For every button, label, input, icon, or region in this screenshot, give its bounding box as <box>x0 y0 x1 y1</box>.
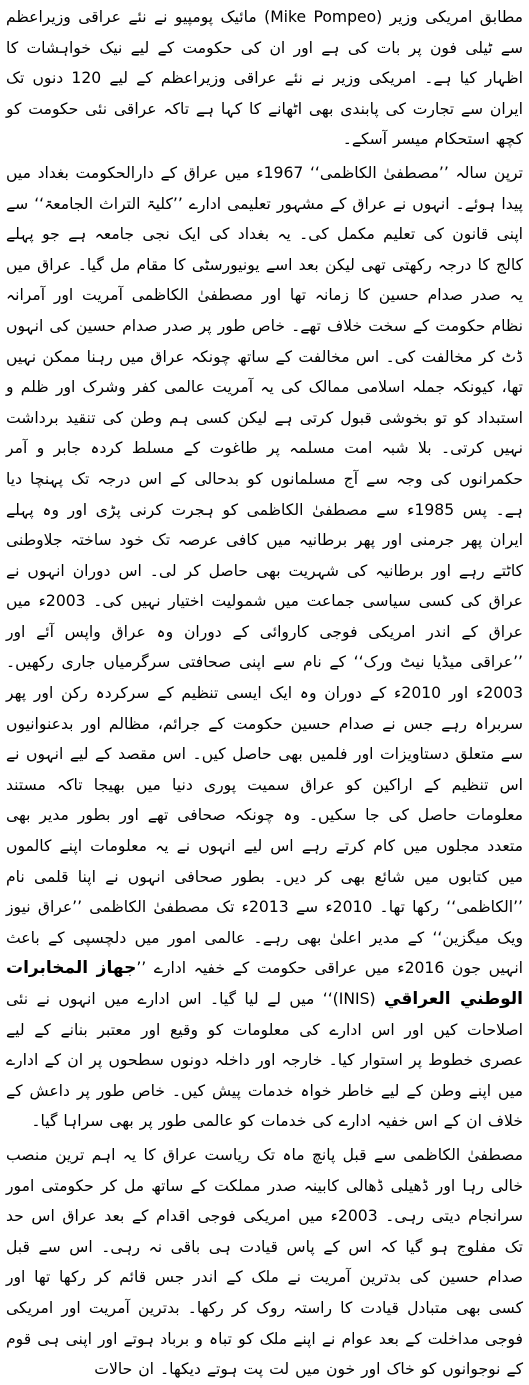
paragraph-intro: مطابق امریکی وزیر (Mike Pompeo) مائیک پومپیو نے نئے عراقی وزیراعظم سے ٹیلی فون پر بات کی ہے اور ان کی حکومت کے لیے نیک خواہشات کا اظہار کیا ہے۔ امریکی وزیر نے نئے عراقی وزیراعظم کے لیے 120 دنوں تک ایران سے تجارت کی پابندی بھی اٹھانے کا کہا ہے تاکہ عراقی نئی حکومت کو کچھ استحکام میسر آسکے۔ <box>6 8 523 149</box>
paragraph-conclusion: مصطفیٰ الکاظمی سے قبل پانچ ماہ تک ریاست عراق کا یہ اہم ترین منصب خالی رہا اور ڈھیلی ڈھالی کابینہ صدر مملکت کے ساتھ مل کر حکومتی امور سرانجام دیتی رہی۔ 2003ء میں امریکی فوجی اقدام کے بعد عراق اس حد تک مفلوج ہو گیا کہ اس کے پاس قیادت ہی باقی نہ رہی۔ اس سے قبل صدام حسین کی بدترین آمریت نے ملک کے اندر جس قائم کر رکھا تھا اور کسی بھی متبادل قیادت کا راستہ روک کر رکھا۔ بدترین آمریت اور امریکی فوجی مداخلت کے بعد عوام نے اپنے ملک کو تباہ و برباد ہوتے اور اپنی ہی قوم کے نوجوانوں کو خاک اور خون میں لت پت ہوتے دیکھا۔ ان حالات <box>6 1145 523 1379</box>
paragraph-biography <box>6 158 523 1137</box>
agency-name: جهاز المخابرات الوطني العراقي <box>6 958 523 1009</box>
biography-text-continued: (INIS)‘‘ میں لے لیا گیا۔ اس ادارے میں انہوں نے نئی اصلاحات کیں اور اس ادارے کی معلومات کو وقیع اور معتبر بنانے کے لیے عصری خطوط پر استوار کیا۔ خارجہ اور داخلہ دونوں سطحوں پر ان کے ادارے میں اپنے وطن کے لیے خاطر خواہ خدمات پیش کیں۔ خاص طور پر داعش کے خلاف ان کے اس خفیہ ادارے کی خدمات کو عالمی طور پر بھی سراہا گیا۔ <box>6 990 523 1131</box>
biography-text: ترپن سالہ ’’مصطفیٰ الکاظمی‘‘ 1967ء میں عراق کے دارالحکومت بغداد میں پیدا ہوئے۔ انہوں نے عراق کے مشہور تعلیمی ادارے ’’کلیۃ التراث الجامعۃ‘‘ سے اپنی قانون کی تعلیم مکمل کی۔ یہ بغداد کی ایک نجی جامعہ ہے جو پہلے کالج کا درجہ رکھتی تھی لیکن بعد اسے یونیورسٹی کا مقام مل گیا۔ عراق میں یہ صدر صدام حسین کا زمانہ تھا اور مصطفیٰ الکاظمی آمریت اور آمرانہ نظام حکومت کے سخت خلاف تھے۔ خاص طور پر صدر صدام حسین کی انہوں ڈٹ کر مخالفت کی۔ اس مخالفت کے ساتھ چونکہ عراق میں رہنا ممکن نہیں تھا، کیونکہ جملہ اسلامی ممالک کی یہ آمریت عالمی کفر وشرک اور ظلم و استبداد کو تو بخوشی قبول کرتی ہے لیکن کسی ہم وطن کی تنقید برداشت نہیں کرتی۔ بلا شبہ امت مسلمہ پر طاغوت کے مسلط کردہ جابر و آمر حکمرانوں کی وجہ سے آج مسلمانوں کو بدحالی کے اس درجہ تک پہنچا دیا ہے۔ پس 1985ء سے مصطفیٰ الکاظمی کو ہجرت کرنی پڑی اور وہ پہلے ایران پھر جرمنی اور پھر برطانیہ میں کافی عرصہ تک خود ساختہ جلاوطنی کاٹتے رہے اور برطانیہ کی شہریت بھی حاصل کر لی۔ اس دوران انہوں نے عراق کی کسی سیاسی جماعت میں شمولیت اختیار نہیں کی۔ 2003ء میں عراق کے اندر امریکی فوجی کاروائی کے دوران وہ عراق واپس آئے اور ’’عراقی میڈیا نیٹ ورک‘‘ کے نام سے اپنی صحافتی سرگرمیاں جاری رکھیں۔ 2003ء اور 2010ء کے دوران وہ ایک ایسی تنظیم کے سرکردہ رکن اور پھر سربراہ رہے جس نے صدام حسین حکومت کے جرائم، مظالم اور بدعنوانیوں سے متعلق دستاویزات اور فلمیں بھی حاصل کیں۔ اس مقصد کے لیے انہوں نے اس تنظیم کے اراکین کو عراق سمیت پوری دنیا میں بھیجا تاکہ مستند معلومات حاصل کی جا سکیں۔ وہ چونکہ صحافی تھے اور بطور مدیر بھی متعدد مجلوں میں کام کرتے رہے اس لیے انہوں نے یہ معلومات اپنے کالموں میں کتابوں میں شائع بھی کر دیں۔ بطور صحافی انہوں نے اپنا قلمی نام ’’الکاظمی‘‘ رکھا تھا۔ 2010ء سے 2013ء تک مصطفیٰ الکاظمی ’’عراق نیوز ویک میگزین‘‘ کے مدیر اعلیٰ بھی رہے۔ عالمی امور میں دلچسپی کے باعث انہیں جون 2016ء میں عراقی حکومت کے خفیہ ادارے ’’ <box>6 163 524 978</box>
